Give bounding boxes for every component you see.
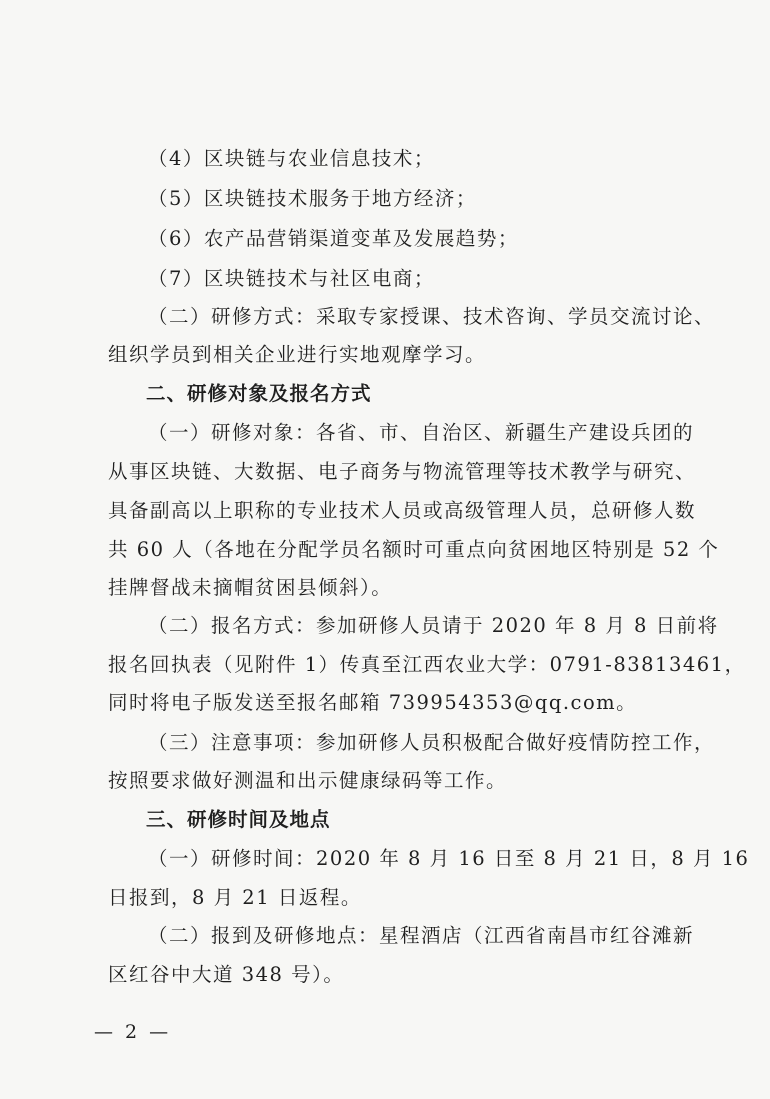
- list-item-4: （4）区块链与农业信息技术；: [148, 147, 435, 170]
- list-item-6: （6）农产品营销渠道变革及发展趋势；: [148, 227, 519, 250]
- paragraph-line: 共 60 人（各地在分配学员名额时可重点向贫困地区特别是 52 个: [108, 538, 720, 561]
- paragraph-line: （三）注意事项：参加研修人员积极配合做好疫情防控工作，: [148, 731, 716, 754]
- section-heading-2: 二、研修对象及报名方式: [146, 382, 372, 405]
- paragraph-line: 报名回执表（见附件 1）传真至江西农业大学：0791-83813461，: [108, 653, 746, 676]
- paragraph-line: 组织学员到相关企业进行实地观摩学习。: [108, 343, 487, 366]
- paragraph-line: 按照要求做好测温和出示健康绿码等工作。: [108, 769, 508, 792]
- page-number: — 2 —: [94, 1021, 172, 1043]
- paragraph-line: 具备副高以上职称的专业技术人员或高级管理人员，总研修人数: [108, 499, 697, 522]
- paragraph-line: （二）报到及研修地点：星程酒店（江西省南昌市红谷滩新: [148, 924, 695, 947]
- paragraph-line: 从事区块链、大数据、电子商务与物流管理等技术教学与研究、: [108, 460, 697, 483]
- paragraph-line: 区红谷中大道 348 号）。: [108, 963, 345, 986]
- paragraph-line: 挂牌督战未摘帽贫困县倾斜）。: [108, 576, 393, 599]
- paragraph-line: （一）研修对象：各省、市、自治区、新疆生产建设兵团的: [148, 421, 695, 444]
- paragraph-line: 同时将电子版发送至报名邮箱 739954353@qq.com。: [108, 691, 638, 714]
- paragraph-line: （一）研修时间：2020 年 8 月 16 日至 8 月 21 日，8 月 16: [148, 847, 750, 870]
- list-item-5: （5）区块链技术服务于地方经济；: [148, 187, 477, 210]
- paragraph-line: （二）报名方式：参加研修人员请于 2020 年 8 月 8 日前将: [148, 614, 719, 637]
- section-heading-3: 三、研修时间及地点: [146, 808, 331, 831]
- list-item-7: （7）区块链技术与社区电商；: [148, 267, 435, 290]
- paragraph-line: （二）研修方式：采取专家授课、技术咨询、学员交流讨论、: [148, 305, 716, 328]
- paragraph-line: 日报到，8 月 21 日返程。: [108, 886, 362, 909]
